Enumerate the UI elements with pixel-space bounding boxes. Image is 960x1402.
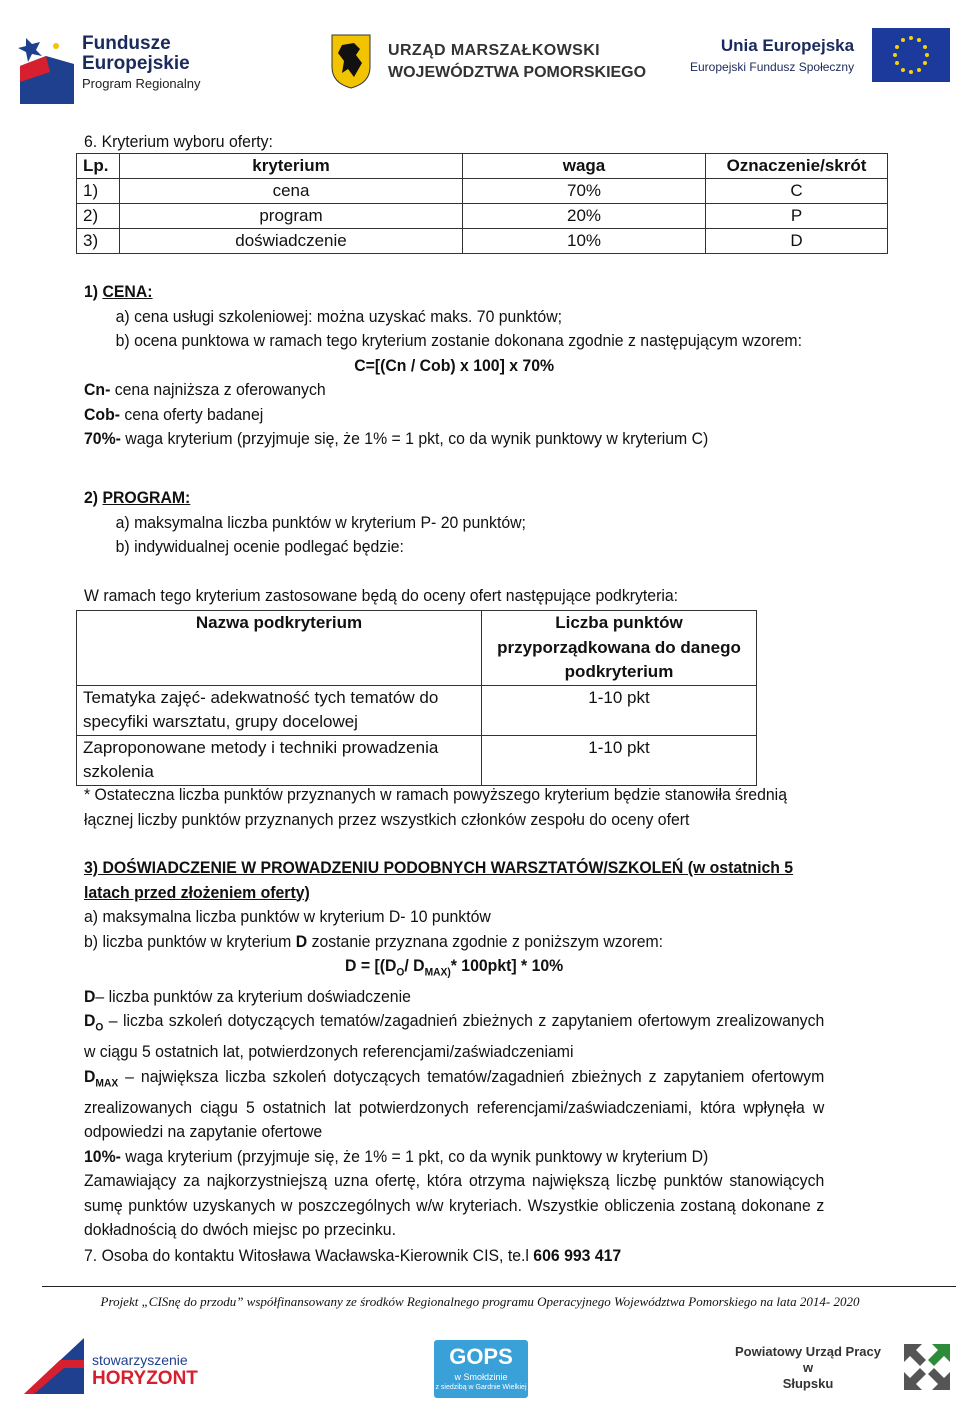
cena-formula: C=[(Cn / Cob) x 100] x 70% — [354, 355, 555, 375]
criteria-table — [76, 153, 888, 254]
program-title: 2) PROGRAM: — [84, 488, 191, 507]
table-cell: D — [706, 229, 888, 254]
dosw-formula: $D = [(D_O/$ $D_{MAX)}*$ 100pkt] * 10% — [345, 956, 564, 979]
um-logo-text: URZĄD MARSZAŁKOWSKI WOJEWÓDZTWA POMORSKIEGO — [388, 42, 647, 81]
table-cell: P — [706, 204, 888, 229]
cena-def-cn: Cn- cena najniższa z oferowanych — [84, 380, 326, 399]
program-item-a: a) maksymalna liczba punktów w kryterium P- 20 punktów; — [115, 512, 526, 532]
cena-section — [84, 280, 824, 452]
pup-logo-text: Powiatowy Urząd Pracy w Słupsku — [735, 1344, 881, 1391]
header-logos — [0, 0, 960, 120]
eu-flag-icon — [872, 28, 950, 82]
table-row — [77, 735, 757, 785]
table-cell: 2) — [77, 204, 120, 229]
section-6-heading: 6. Kryterium wyboru oferty: — [84, 132, 273, 151]
table-cell: 1) — [77, 179, 120, 204]
program-intro: W ramach tego kryterium zastosowane będą do oceny ofert następujące podkryteria: — [84, 585, 679, 605]
pup-arrows-emblem — [902, 1342, 952, 1392]
doswiadczenie-title: 3) DOŚWIADCZENIE W PROWADZENIU PODOBNYCH WARSZTATÓW/SZKOLEŃ (w ostatnich 5 latach przed złożeniem oferty) — [84, 858, 794, 902]
table-row — [77, 204, 888, 229]
fe-logo-text: Fundusze Europejskie Program Regionalny — [82, 33, 201, 91]
dosw-item-b: b) liczba punktów w kryterium D zostanie przyznana zgodnie z poniższym wzorem: — [84, 931, 664, 951]
gops-logo: GOPS w Smołdzinie z siedzibą w Gardnie Wielkiej — [434, 1340, 528, 1398]
subcriteria-table — [76, 610, 757, 786]
horyzont-emblem — [24, 1338, 84, 1394]
header-cell: waga — [463, 154, 706, 179]
table-cell: 1-10 pkt — [482, 685, 757, 735]
dosw-final-note: Zamawiający za najkorzystniejszą uzna ofertę, która otrzyma największą liczbę punktów stanowiących sumę punktów uzyskanych w poszczególnych w/w kryteriach. Wszystkie obliczenia zostaną dokonane z dokładnością do dwóch miejsc po przecinku. — [84, 1171, 825, 1240]
footer-project-text: Projekt „CISnę do przodu” współfinansowany ze środków Regionalnego programu Operacyjnego Województwa Pomorskiego na lata 2014- 2020 — [100, 1294, 860, 1309]
table-cell: 1-10 pkt — [482, 735, 757, 785]
table-row — [77, 179, 888, 204]
table-cell: doświadczenie — [120, 229, 463, 254]
fundusze-europejskie-emblem — [16, 16, 78, 108]
cena-title: 1) CENA: — [84, 282, 153, 301]
header-cell: Nazwa podkryterium — [77, 611, 482, 686]
dosw-def-weight: 10%- waga kryterium (przyjmuje się, że 1% = 1 pkt, co da wynik punktowy w kryterium D) — [84, 1146, 709, 1166]
header-cell: Oznaczenie/skrót — [706, 154, 888, 179]
table-cell: C — [706, 179, 888, 204]
table-row — [77, 685, 757, 735]
table-row — [77, 229, 888, 254]
table-cell: 70% — [463, 179, 706, 204]
cena-item-b: b) ocena punktowa w ramach tego kryterium zostanie dokonana zgodnie z następującym wzorem: — [115, 331, 802, 350]
table-cell: Tematyka zajęć- adekwatność tych tematów do specyfiki warsztatu, grupy docelowej — [77, 685, 482, 735]
contact-line: 7. Osoba do kontaktu Witosława Wacławska-Kierownik CIS, te.l 606 993 417 — [84, 1246, 622, 1265]
table-cell: 3) — [77, 229, 120, 254]
subcriteria-header — [77, 611, 757, 686]
header-cell: Liczba punktów przyporządkowana do danego podkryterium — [482, 611, 757, 686]
dosw-item-a: a) maksymalna liczba punktów w kryterium D- 10 punktów — [84, 907, 491, 926]
doswiadczenie-section — [84, 856, 824, 1243]
cena-def-cob: Cob- cena oferty badanej — [84, 404, 264, 424]
footer-divider — [42, 1286, 956, 1287]
header-cell: Lp. — [77, 154, 120, 179]
table-cell: cena — [120, 179, 463, 204]
cena-def-weight: 70%- waga kryterium (przyjmuje się, że 1% = 1 pkt, co da wynik punktowy w kryterium C) — [84, 429, 709, 448]
pomorskie-griffin-emblem — [330, 33, 372, 89]
dosw-def-dmax: $D_{MAX}$ – największa liczba szkoleń dotyczących tematów/zagadnień zbieżnych z zapytaniem ofertowym zrealizowanych ciągu 5 ostatnich lat potwierdzonych referencjami/zaświadczeniami, która wpłynęła w odpowiedzi na zapytanie ofertowe — [84, 1066, 825, 1142]
dosw-def-d: D– liczba punktów za kryterium doświadczenie — [84, 986, 411, 1006]
ue-logo-text: Unia Europejska Europejski Fundusz Społeczny — [690, 36, 855, 74]
table-cell: Zaproponowane metody i techniki prowadzenia szkolenia — [77, 735, 482, 785]
table-cell: 20% — [463, 204, 706, 229]
table-cell: 10% — [463, 229, 706, 254]
criteria-table-header — [77, 154, 888, 179]
program-note: * Ostateczna liczba punktów przyznanych w ramach powyższego kryterium będzie stanowiła średnią łącznej liczby punktów przyznanych przez wszystkich członków zespołu do oceny ofert — [84, 785, 787, 829]
program-item-b: b) indywidualnej ocenie podlegać będzie: — [115, 537, 404, 556]
table-cell: program — [120, 204, 463, 229]
horyzont-logo-text: stowarzyszenie HORYZONT — [92, 1352, 198, 1389]
dosw-def-do: $D_O$ – liczba szkoleń dotyczących tematów/zagadnień zbieżnych z zapytaniem ofertowym zrealizowanych w ciągu 5 ostatnich lat, potwierdzonych referencjami/zaświadczeniami — [84, 1011, 825, 1062]
program-section — [84, 486, 824, 608]
header-cell: kryterium — [120, 154, 463, 179]
cena-item-a: a) cena usługi szkoleniowej: można uzyskać maks. 70 punktów; — [115, 306, 563, 326]
